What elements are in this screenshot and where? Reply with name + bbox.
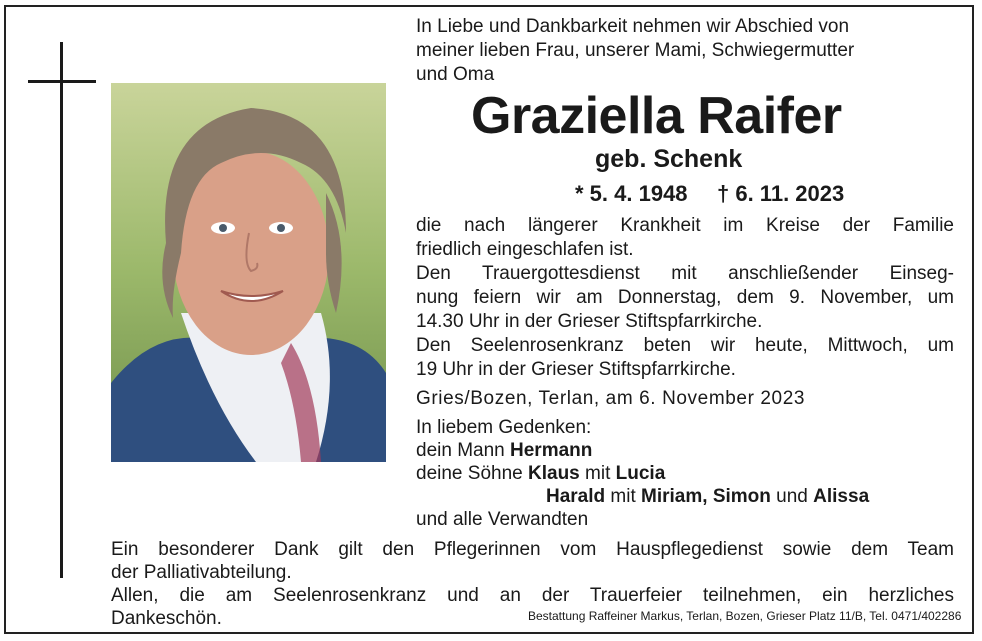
body-line: die nach längerer Krankheit im Kreise der Familie <box>416 215 954 236</box>
family-name: Lucia <box>615 463 666 484</box>
body-line: Den Trauergottesdienst mit anschließender Einseg- <box>416 263 954 284</box>
intro-line: und Oma <box>416 64 495 85</box>
family-name: Alissa <box>813 486 870 507</box>
cross-icon <box>60 42 63 578</box>
intro-line: meiner lieben Frau, unserer Mami, Schwiegermutter <box>416 40 855 61</box>
funeral-home-credit: Bestattung Raffeiner Markus, Terlan, Bozen, Grieser Platz 11/B, Tel. 0471/402286 <box>528 609 962 623</box>
family-name: Hermann <box>510 440 593 461</box>
thanks-line: Ein besonderer Dank gilt den Pflegerinnen vom Hauspflegedienst sowie dem Team <box>111 539 954 560</box>
body-line: friedlich eingeschlafen ist. <box>416 239 634 260</box>
family-prefix: deine Söhne <box>416 463 523 484</box>
intro-line: In Liebe und Dankbarkeit nehmen wir Abschied von <box>416 16 850 37</box>
birth-date: * 5. 4. 1948 <box>575 181 688 206</box>
family-connector: mit <box>610 486 636 507</box>
family-prefix: dein Mann <box>416 440 505 461</box>
family-son2 <box>546 485 869 508</box>
body-line: Den Seelenrosenkranz beten wir heute, Mittwoch, um <box>416 335 954 356</box>
family-name: Klaus <box>528 463 580 484</box>
thanks-line: der Palliativabteilung. <box>111 562 292 583</box>
deceased-name: Graziella Raifer <box>471 87 842 145</box>
portrait-photo <box>111 83 386 462</box>
family-sons <box>416 462 665 485</box>
body-line: 19 Uhr in der Grieser Stiftspfarrkirche. <box>416 359 736 380</box>
body-line: nung feiern wir am Donnerstag, dem 9. November, um <box>416 287 954 308</box>
family-relatives: und alle Verwandten <box>416 509 589 530</box>
body-line: 14.30 Uhr in der Grieser Stiftspfarrkirche. <box>416 311 763 332</box>
family-husband <box>416 439 592 462</box>
cross-icon-bar <box>28 80 96 83</box>
family-name: Harald <box>546 486 606 507</box>
family-name: Miriam, Simon <box>641 486 771 507</box>
family-connector: mit <box>585 463 611 484</box>
place-date: Gries/Bozen, Terlan, am 6. November 2023 <box>416 388 806 409</box>
family-connector: und <box>776 486 808 507</box>
thanks-line: Allen, die am Seelenrosenkranz und an der Trauerfeier teilnehmen, ein herzliches <box>111 585 954 606</box>
death-date: † 6. 11. 2023 <box>717 181 845 206</box>
thanks-line: Dankeschön. <box>111 608 222 629</box>
birth-name: geb. Schenk <box>595 145 743 173</box>
memory-heading: In liebem Gedenken: <box>416 417 592 438</box>
